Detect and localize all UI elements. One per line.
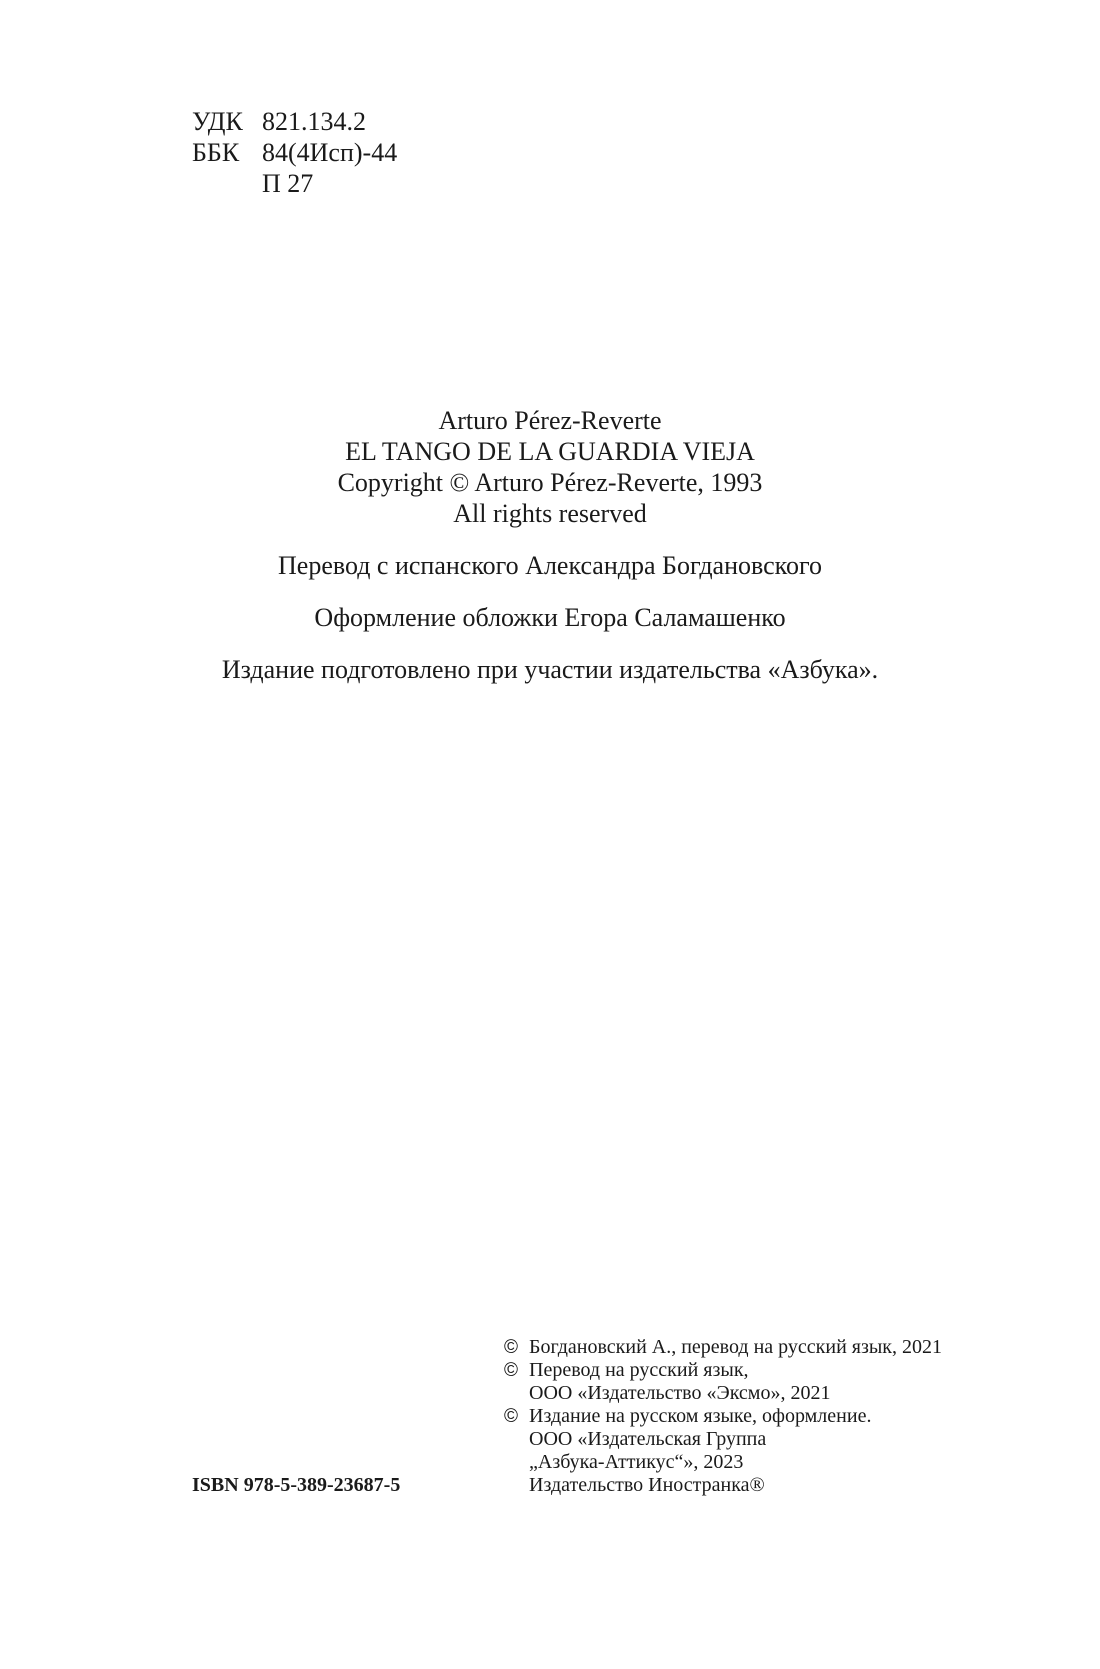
udk-label: УДК [192,107,243,136]
copyright-icon: © [504,1360,518,1381]
rights-reserved: All rights reserved [453,499,647,528]
original-title: EL TANGO DE LA GUARDIA VIEJA [345,437,755,466]
copyright-line: Богдановский А., перевод на русский язык, 2021 [529,1336,943,1358]
bbk-row [192,137,397,168]
publisher-imprint: Издательство Иностранка® [529,1474,765,1496]
isbn: ISBN 978-5-389-23687-5 [192,1474,401,1496]
original-author: Arturo Pérez-Reverte [438,406,662,435]
copyright-entry-edition [504,1405,942,1497]
copyright-line: „Азбука-Аттикус“», 2023 [529,1451,744,1473]
copyright-line: ООО «Издательская Группа [529,1428,767,1450]
author-mark: П 27 [262,169,314,198]
credits-block [0,405,1100,685]
cover-design-credit: Оформление обложки Егора Саламашенко [314,603,786,632]
author-mark-row [192,168,397,199]
udk-row [192,106,397,137]
copyright-entry-translation [504,1336,942,1359]
copyright-entry-eksmo [504,1359,942,1405]
translator-credit: Перевод с испанского Александра Богдановского [278,551,822,580]
udk-value: 821.134.2 [262,107,366,136]
copyright-icon: © [504,1337,518,1358]
bbk-label: ББК [192,138,240,167]
original-copyright: Copyright © Arturo Pérez-Reverte, 1993 [337,468,763,497]
bbk-value: 84(4Исп)-44 [262,138,398,167]
classification-block [192,106,397,199]
copyright-line: Перевод на русский язык, [529,1359,749,1381]
copyright-line: Издание на русском языке, оформление. [529,1405,872,1427]
copyright-block [504,1336,942,1497]
copyright-line: ООО «Издательство «Эксмо», 2021 [529,1382,831,1404]
author-mark-spacer [192,168,262,199]
edition-note: Издание подготовлено при участии издательства «Азбука». [221,655,879,684]
copyright-icon: © [504,1406,518,1427]
